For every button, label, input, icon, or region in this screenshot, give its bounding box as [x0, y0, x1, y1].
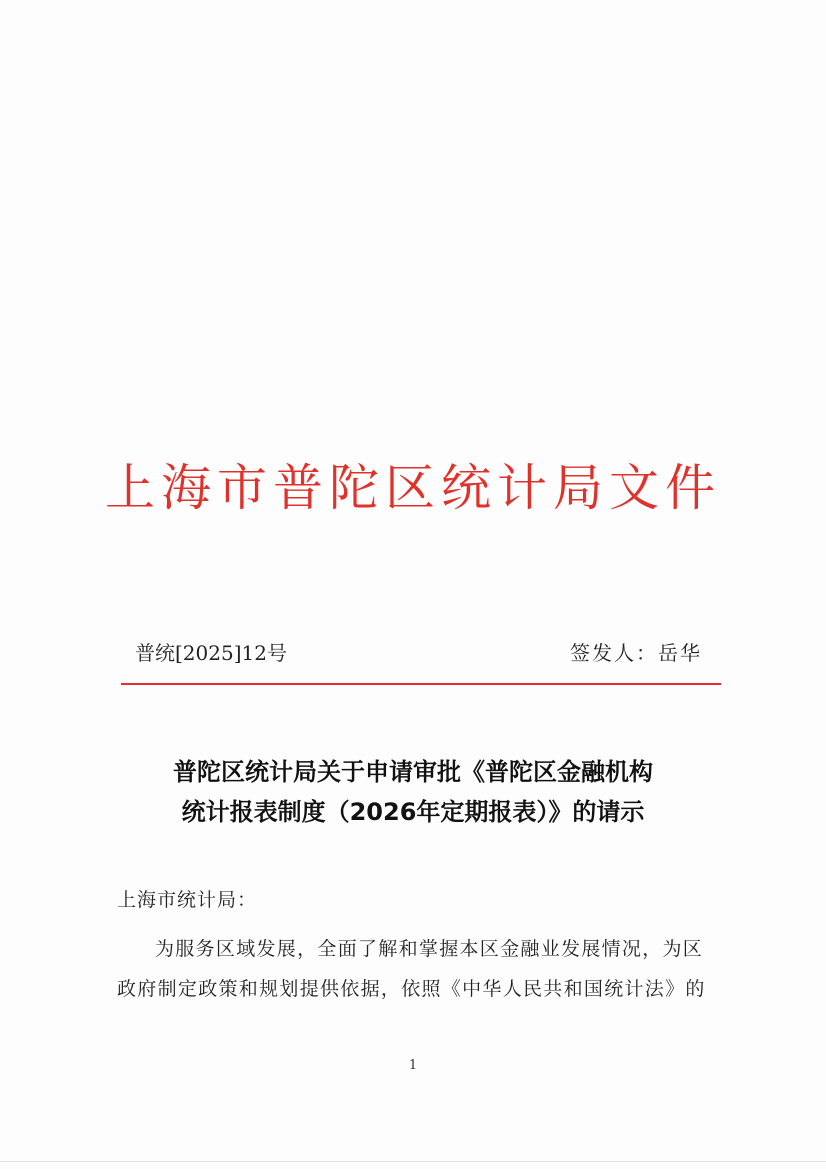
page-bottom-edge — [0, 1161, 826, 1162]
page-number: 1 — [408, 1058, 418, 1073]
body-line-2: 政府制定政策和规划提供依据，依照《中华人民共和国统计法》的 — [117, 978, 706, 1000]
addressee: 上海市统计局： — [117, 889, 258, 911]
masthead-title: 上海市普陀区统计局文件 — [105, 459, 721, 517]
body-line-1: 为服务区域发展，全面了解和掌握本区金融业发展情况，为区 — [155, 938, 704, 960]
document-number: 普统[2025]12号 — [135, 641, 287, 665]
red-divider-line — [121, 683, 721, 685]
document-title — [0, 752, 826, 832]
title-line-2: 统计报表制度（2026年定期报表）》的请示 — [181, 798, 645, 826]
title-line-1: 普陀区统计局关于申请审批《普陀区金融机构 — [173, 758, 653, 786]
signer: 签发人：岳华 — [570, 641, 702, 665]
body-paragraph — [117, 929, 723, 1009]
